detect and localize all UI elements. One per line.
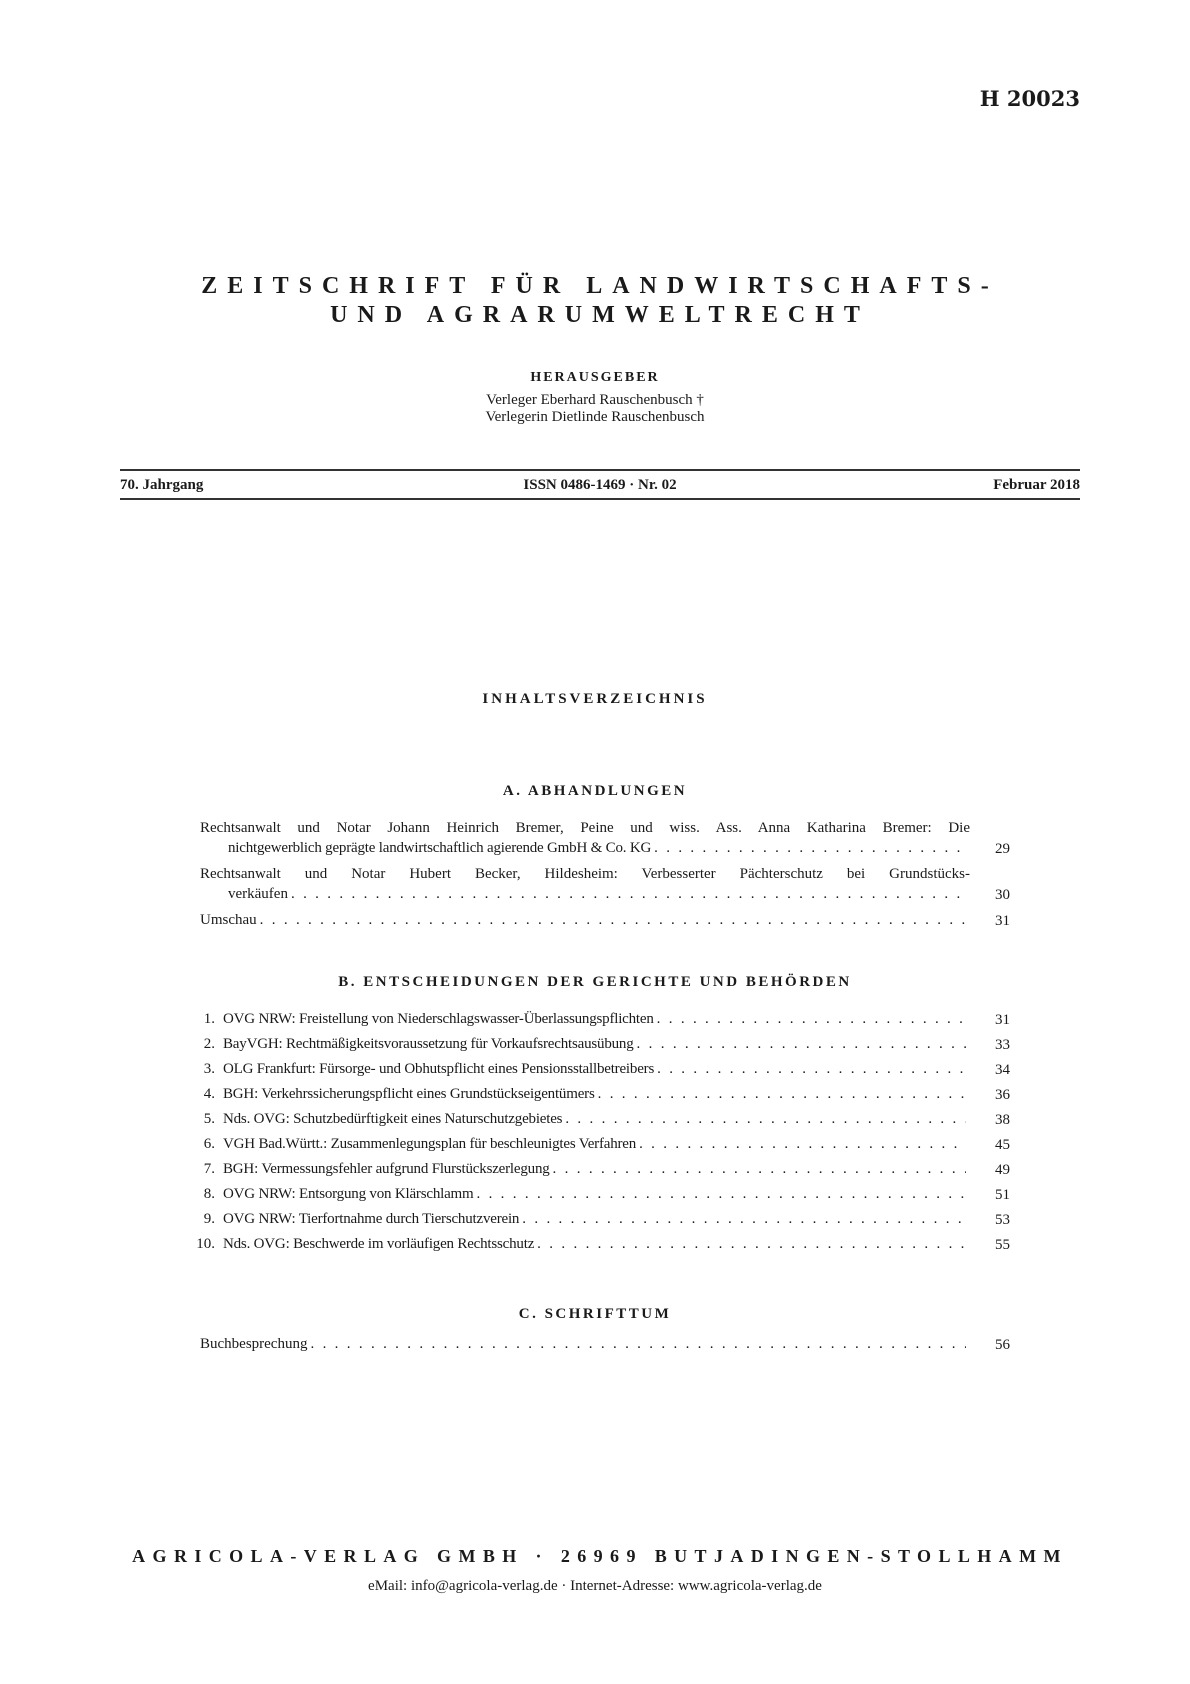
section-b-heading: B. ENTSCHEIDUNGEN DER GERICHTE UND BEHÖRDEN (338, 974, 852, 990)
editors-block (0, 392, 1190, 426)
toc-entry-text: Nds. OVG: Schutzbedürftigkeit eines Naturschutzgebietes (223, 1111, 563, 1127)
toc-page-number: 34 (995, 1062, 1010, 1078)
toc-page-number: 29 (995, 841, 1010, 857)
leader-dots (637, 1034, 966, 1054)
section-a-entries (200, 818, 1010, 936)
toc-page-number: 45 (995, 1137, 1010, 1153)
toc-entry-text: OVG NRW: Tierfortnahme durch Tierschutzverein (223, 1211, 520, 1227)
toc-entry[interactable] (200, 1334, 1010, 1360)
toc-entry-number: 4. (203, 1086, 215, 1102)
leader-dots (310, 1334, 966, 1354)
toc-page-number: 30 (995, 887, 1010, 903)
toc-entry-text: BGH: Vermessungsfehler aufgrund Flurstückszerlegung (223, 1161, 550, 1177)
leader-dots (522, 1209, 966, 1229)
toc-entry-number: 3. (203, 1061, 215, 1077)
toc-page-number: 49 (995, 1162, 1010, 1178)
toc-entry[interactable] (195, 1059, 1010, 1084)
toc-entry[interactable] (195, 1234, 1010, 1259)
toc-entry[interactable] (195, 1109, 1010, 1134)
leader-dots (598, 1084, 966, 1104)
leader-dots (553, 1159, 966, 1179)
editors-heading: HERAUSGEBER (530, 370, 660, 385)
toc-entry-text: OLG Frankfurt: Fürsorge- und Obhutspflicht eines Pensionsstallbetreibers (223, 1061, 655, 1077)
toc-entry-text: OVG NRW: Freistellung von Niederschlagswasser-Überlassungspflichten (223, 1011, 654, 1027)
toc-page-number: 53 (995, 1212, 1010, 1228)
toc-page-number: 31 (995, 1012, 1010, 1028)
toc-entry-number: 9. (203, 1211, 215, 1227)
leader-dots (260, 910, 966, 930)
toc-entry-text: Nds. OVG: Beschwerde im vorläufigen Rechtsschutz (223, 1236, 535, 1252)
toc-entry-text: VGH Bad.Württ.: Zusammenlegungsplan für beschleunigtes Verfahren (223, 1136, 637, 1152)
toc-entry[interactable] (200, 864, 1010, 910)
toc-entry[interactable] (200, 818, 1010, 864)
toc-entry[interactable] (195, 1009, 1010, 1034)
issue-rule-bottom (120, 498, 1080, 500)
journal-title (0, 272, 1190, 330)
toc-entry-text: Buchbesprechung (200, 1336, 308, 1352)
toc-page-number: 38 (995, 1112, 1010, 1128)
contact-line: eMail: info@agricola-verlag.de · Internet-Adresse: www.agricola-verlag.de (368, 1578, 822, 1594)
issn-number: ISSN 0486-1469 · Nr. 02 (523, 477, 677, 493)
leader-dots (537, 1234, 966, 1254)
section-b-entries (195, 1009, 1010, 1259)
toc-entry-line-2: nichtgewerblich geprägte landwirtschaftlich agierende GmbH & Co. KG (228, 840, 652, 856)
toc-entry-text: BayVGH: Rechtmäßigkeitsvoraussetzung für Vorkaufsrechtsausübung (223, 1036, 634, 1052)
toc-entry[interactable] (195, 1159, 1010, 1184)
leader-dots (476, 1184, 966, 1204)
leader-dots (291, 884, 966, 904)
toc-entry[interactable] (200, 910, 1010, 936)
toc-entry-number: 10. (196, 1236, 215, 1252)
toc-entry-number: 8. (203, 1186, 215, 1202)
toc-entry-line-1: Rechtsanwalt und Notar Hubert Becker, Hildesheim: Verbesserter Pächterschutz bei Grundstücks- (200, 866, 970, 882)
section-a-heading: A. ABHANDLUNGEN (502, 783, 688, 799)
leader-dots (565, 1109, 966, 1129)
section-c-heading: C. SCHRIFTTUM (518, 1306, 672, 1322)
toc-entry-number: 7. (203, 1161, 215, 1177)
toc-entry[interactable] (195, 1034, 1010, 1059)
leader-dots (657, 1059, 966, 1079)
toc-entry[interactable] (195, 1084, 1010, 1109)
toc-entry-number: 2. (203, 1036, 215, 1052)
toc-page-number: 33 (995, 1037, 1010, 1053)
publisher-line: AGRICOLA-VERLAG GMBH · 26969 BUTJADINGEN-STOLLHAMM (132, 1546, 1068, 1566)
leader-dots (654, 838, 966, 858)
toc-entry-text: OVG NRW: Entsorgung von Klärschlamm (223, 1186, 474, 1202)
toc-page-number: 56 (995, 1337, 1010, 1353)
publication-code: H 20023 (979, 86, 1080, 111)
issue-rule-top (120, 469, 1080, 471)
journal-title-line-2: UND AGRARUMWELTRECHT (330, 302, 870, 328)
issue-date: Februar 2018 (993, 477, 1080, 493)
toc-page-number: 36 (995, 1087, 1010, 1103)
volume: 70. Jahrgang (120, 477, 204, 493)
toc-entry-text: BGH: Verkehrssicherungspflicht eines Grundstückseigentümers (223, 1086, 595, 1102)
toc-entry-number: 5. (203, 1111, 215, 1127)
toc-entry-text: Umschau (200, 912, 257, 928)
toc-page-number: 51 (995, 1187, 1010, 1203)
toc-entry[interactable] (195, 1134, 1010, 1159)
toc-page-number: 55 (995, 1237, 1010, 1253)
leader-dots (639, 1134, 966, 1154)
toc-entry-number: 1. (203, 1011, 215, 1027)
editor-1: Verleger Eberhard Rauschenbusch † (486, 392, 704, 408)
toc-entry[interactable] (195, 1209, 1010, 1234)
editor-2: Verlegerin Dietlinde Rauschenbusch (485, 409, 705, 425)
issue-bar (120, 477, 1080, 494)
toc-entry[interactable] (195, 1184, 1010, 1209)
toc-entry-line-1: Rechtsanwalt und Notar Johann Heinrich Bremer, Peine und wiss. Ass. Anna Katharina Bremer: Die (200, 820, 970, 836)
leader-dots (657, 1009, 966, 1029)
toc-title: INHALTSVERZEICHNIS (482, 691, 708, 707)
toc-page-number: 31 (995, 913, 1010, 929)
toc-entry-number: 6. (203, 1136, 215, 1152)
section-c-entries (200, 1334, 1010, 1360)
toc-entry-line-2: verkäufen (228, 886, 288, 902)
journal-title-line-1: ZEITSCHRIFT FÜR LANDWIRTSCHAFTS- (201, 273, 999, 299)
